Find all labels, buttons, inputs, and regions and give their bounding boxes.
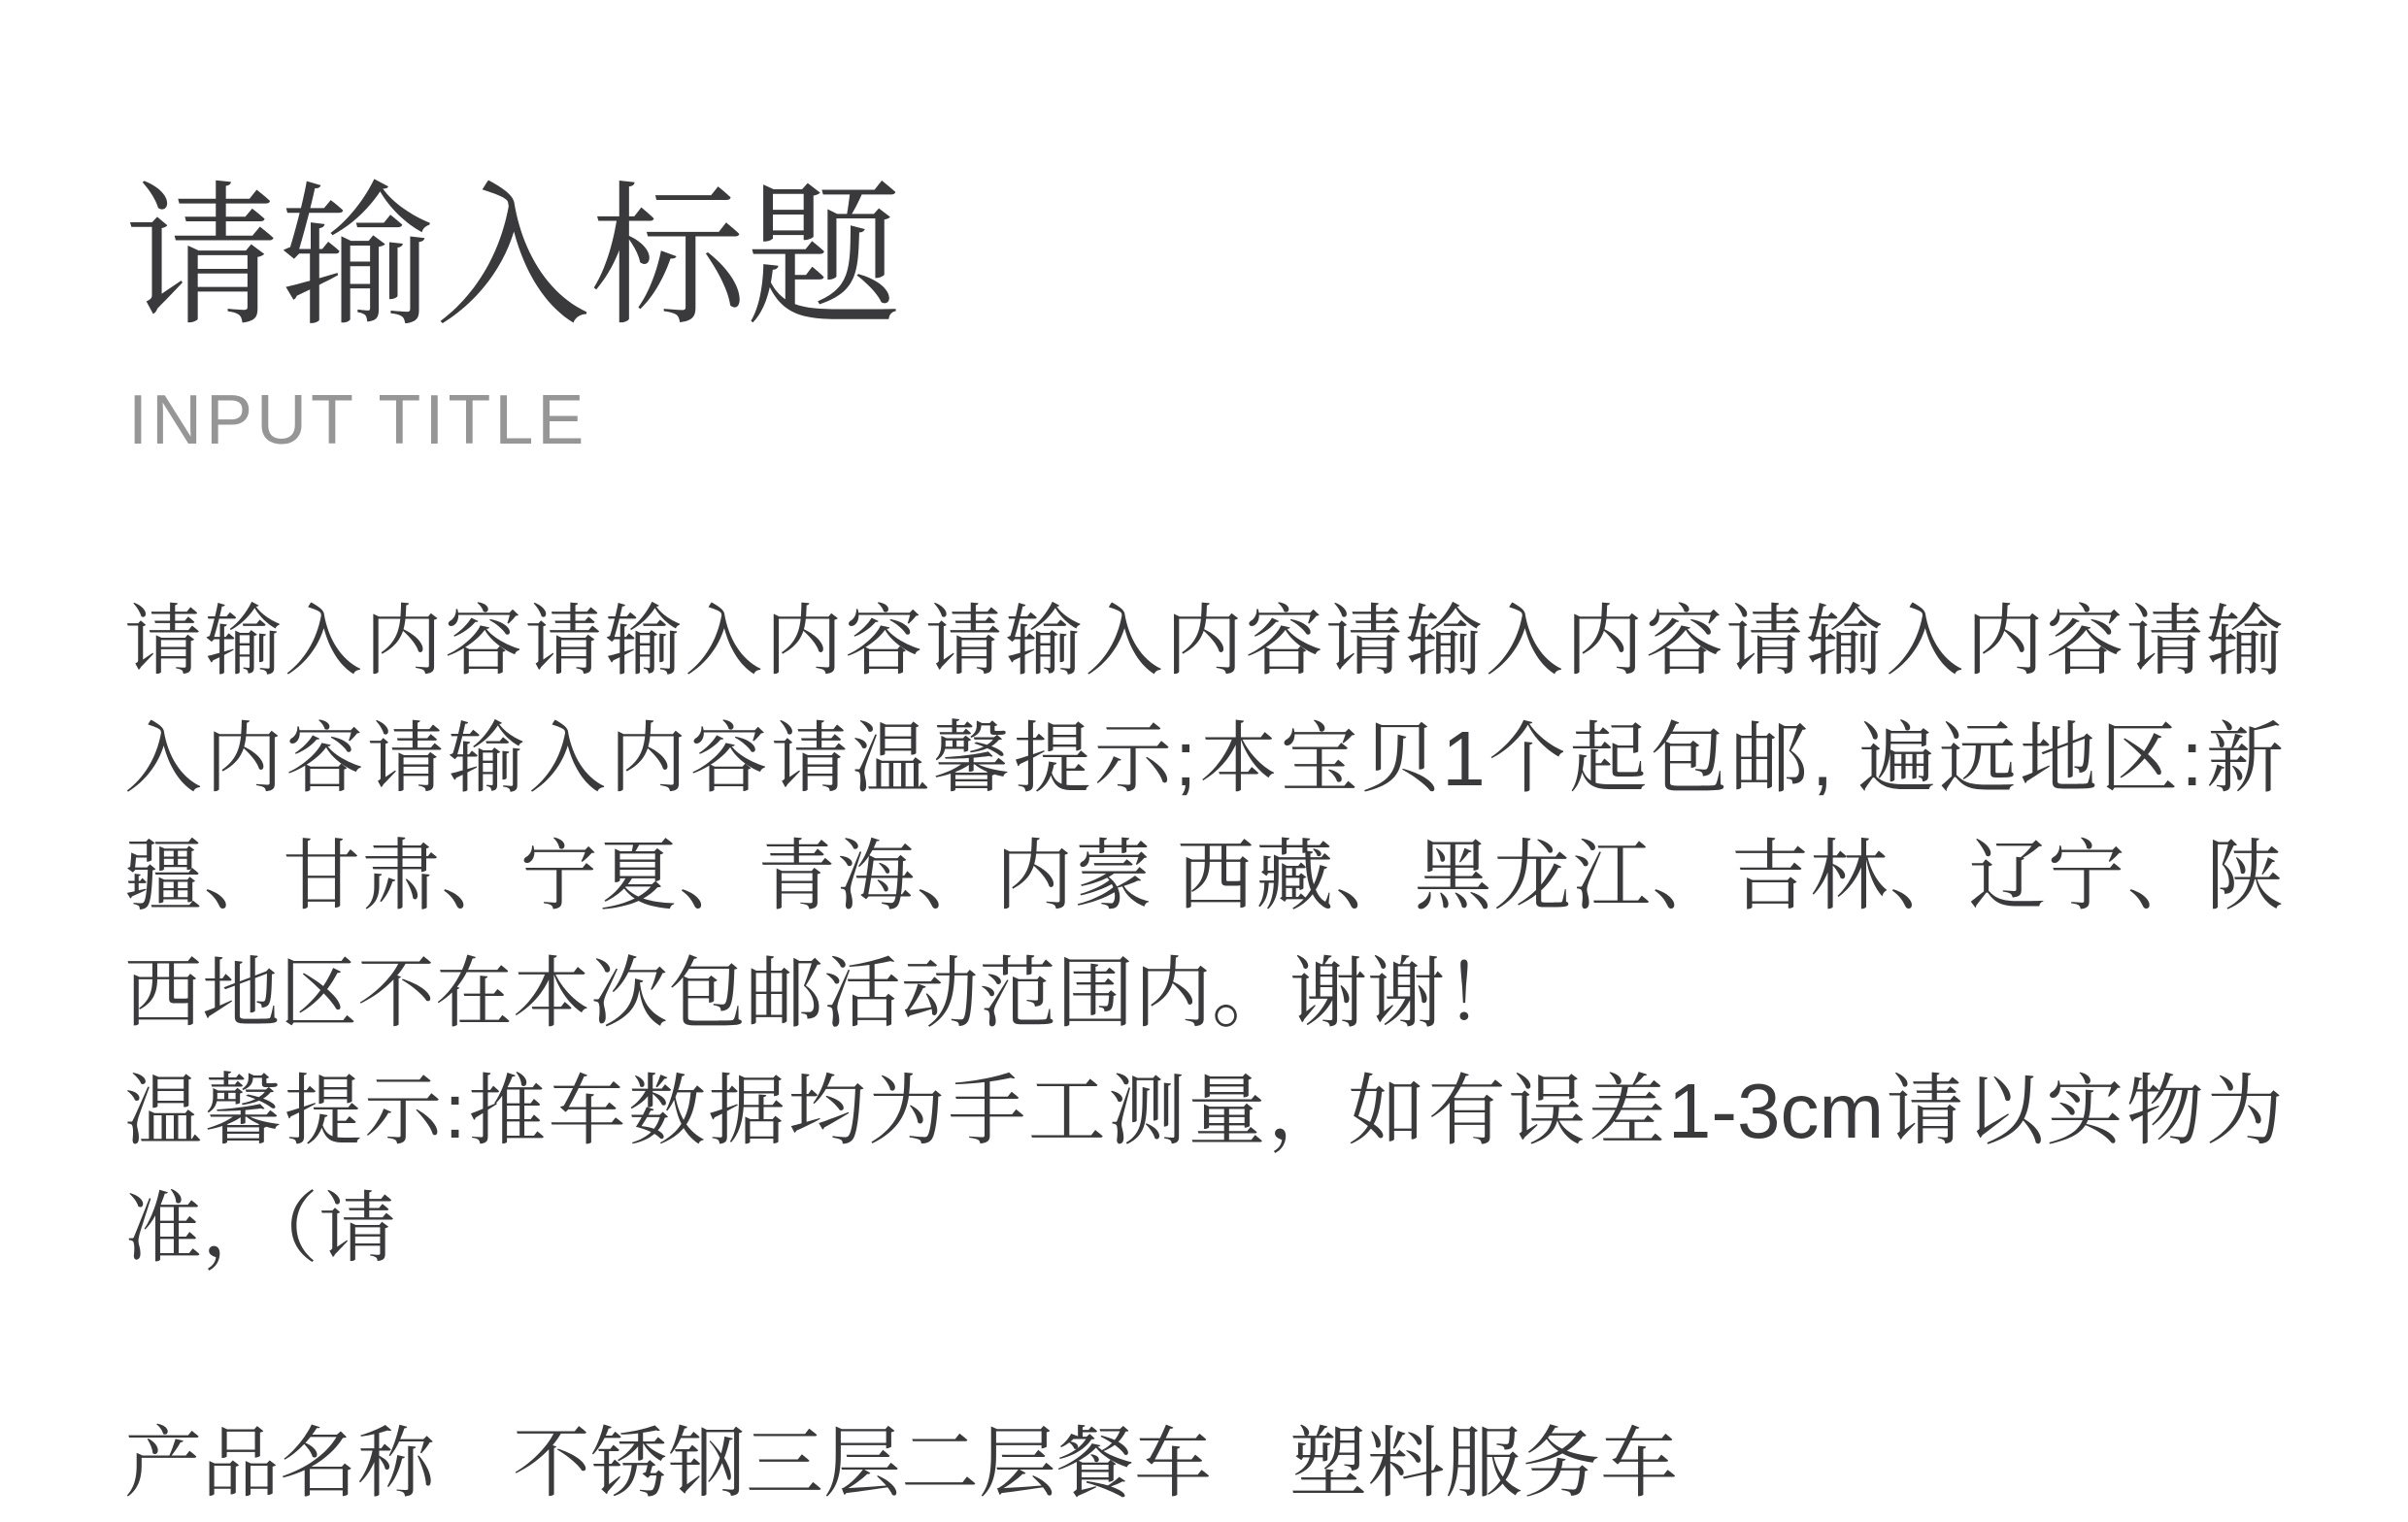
page-subtitle: INPUT TITLE: [128, 381, 588, 459]
body-line: 疆、甘肃、宁夏、青海、内蒙 西藏、黑龙江、吉林、辽宁、陕: [124, 833, 2284, 919]
page-title: 请输入标题: [124, 170, 902, 344]
body-line: 温馨提示:推车数据均为手工测量，如有误差1-3cm请以实物为: [124, 1068, 2284, 1154]
body-line-clipped: 产品名称 不锈钢三层二层餐车 塑料服务车: [124, 1420, 1678, 1506]
body-line: 准，（请: [124, 1185, 396, 1272]
body-text: [124, 582, 2284, 1522]
body-line: 请输入内容请输入内容请输入内容请输入内容请输入内容请输: [124, 598, 2284, 684]
body-line: 入内容请输入内容请温馨提示;本宝贝1个起包邮, 遍远地区:新: [124, 715, 2284, 802]
body-line-spacer: [124, 1287, 2284, 1405]
body-line: 西地区不在本次包邮活动范围内。谢谢！: [124, 950, 1522, 1037]
content-area: [124, 0, 2284, 1506]
